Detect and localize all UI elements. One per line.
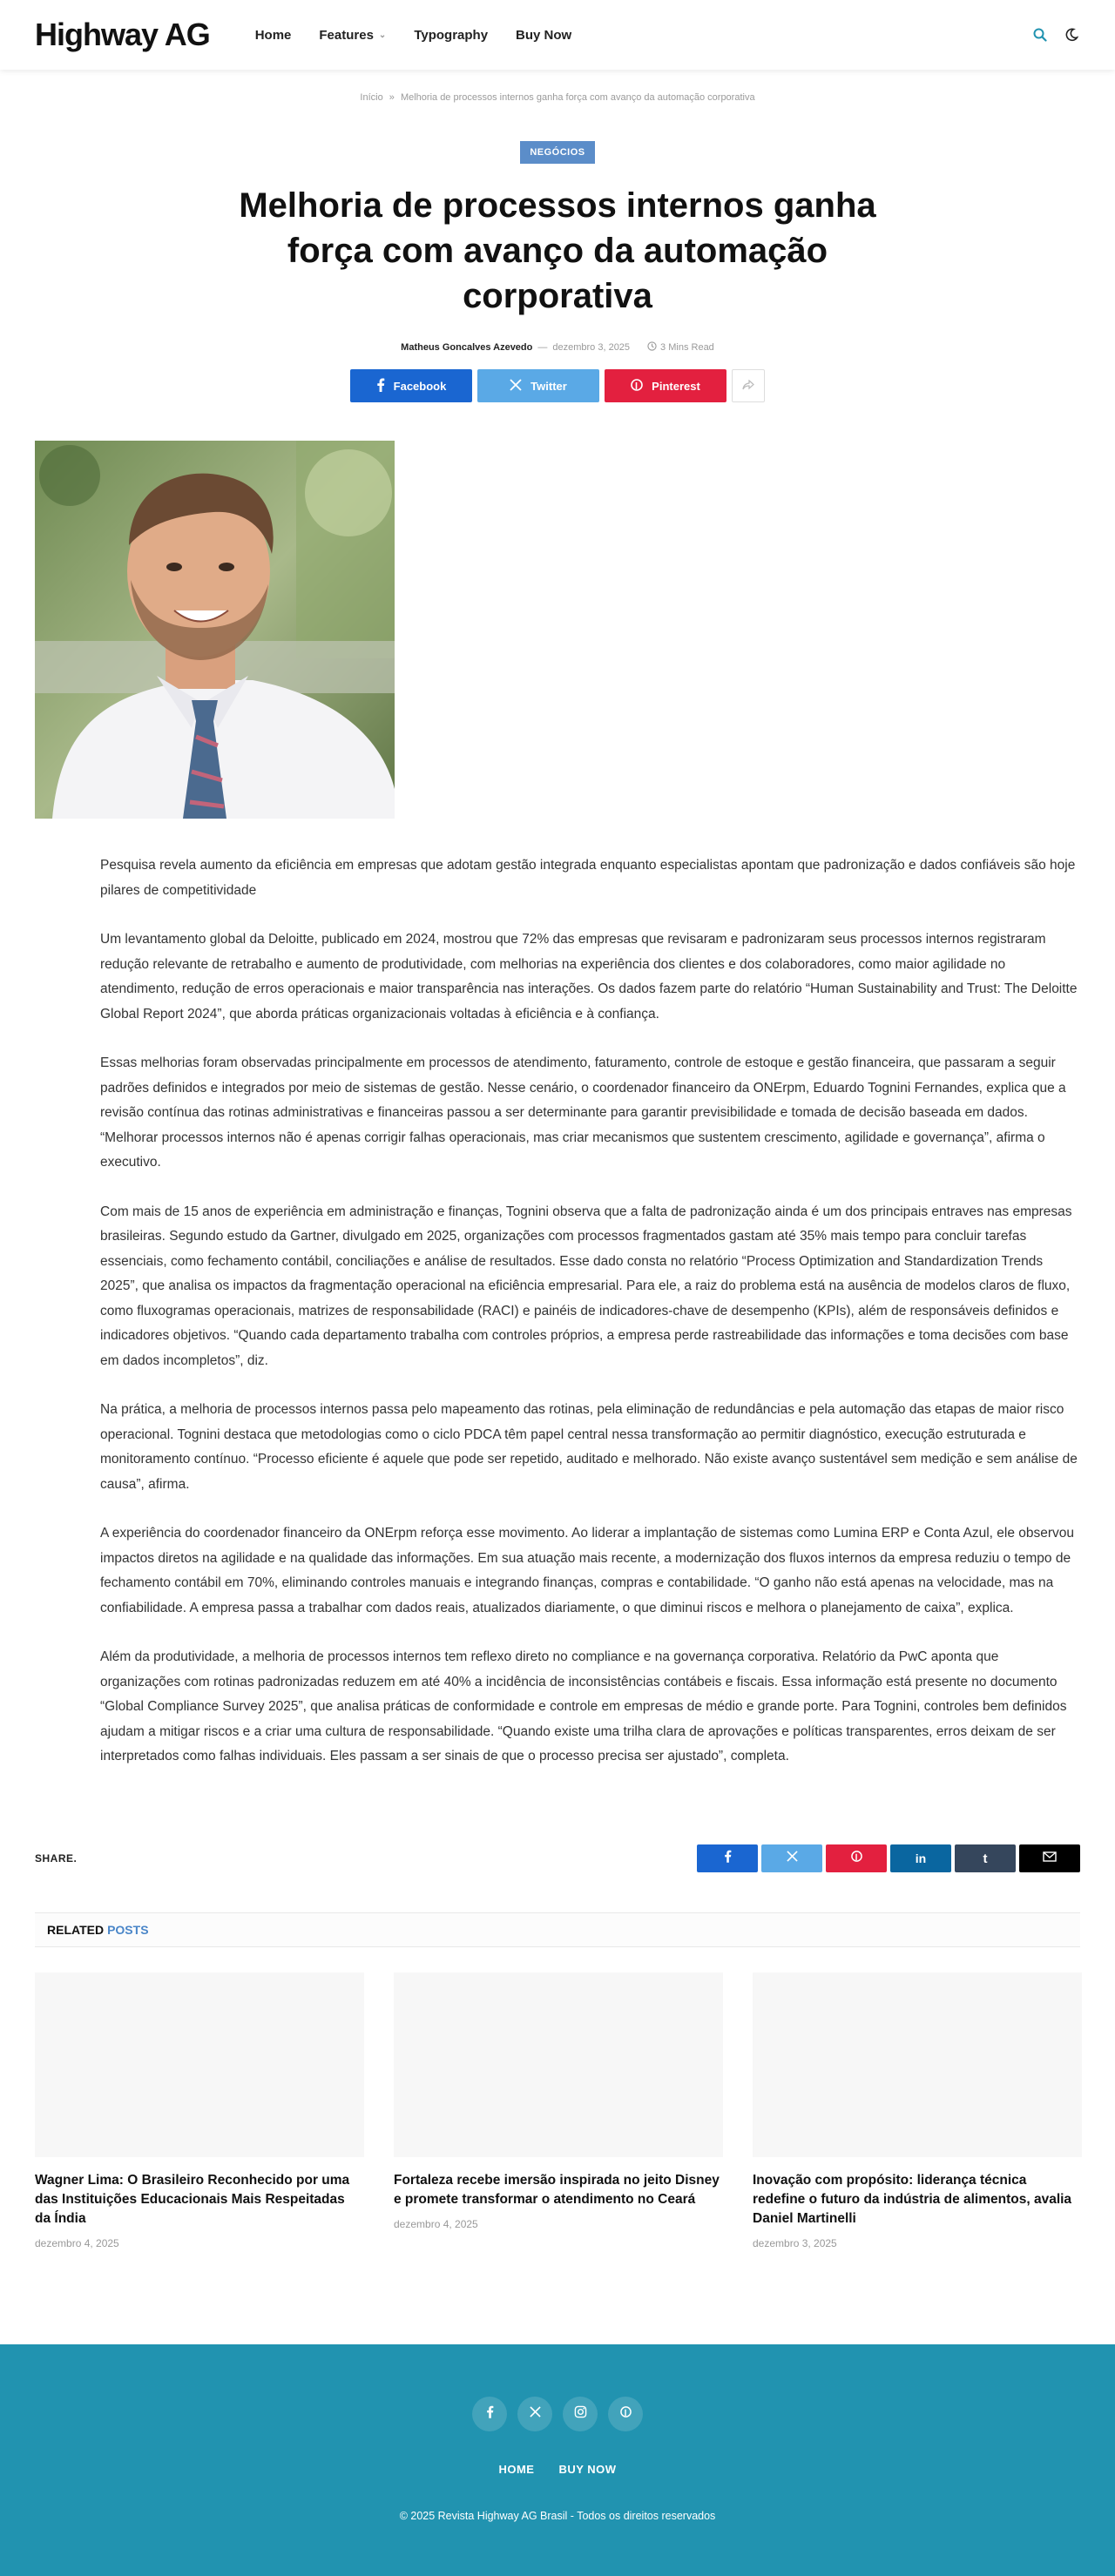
- breadcrumb-home[interactable]: Início: [360, 92, 383, 103]
- nav-home[interactable]: Home: [254, 27, 292, 43]
- header-actions: [1031, 26, 1080, 44]
- post-date: dezembro 3, 2025: [552, 342, 631, 353]
- article-paragraph: Com mais de 15 anos de experiência em administração e finanças, Tognini observa que a falta de padronização ainda é um dos principais entraves nas empresas brasileiras. Segundo estudo da Gartner, divulgado em 2025, organizações com processos fragmentados gastam até 35% mais tempo para concluir tarefas essenciais, como fechamento contábil, conciliações e análise de resultados. Esse dado consta no relatório “Process Optimization and Standardization Trends 2025”, que analisa os impactos da fragmentação operacional na eficiência empresarial. Para ele, a raiz do problema está na ausência de modelos claros de fluxo, como fluxogramas operacionais, matrizes de responsabilidade (RACI) e painéis de indicadores-chave de desempenho (KPIs), além de responsáveis definidos e indicadores objetivos. “Quando cada departamento trabalha com controles próprios, a empresa perde rastreabilidade das informações e toma decisões com base em dados incompletos”, diz.: [100, 1204, 1072, 1368]
- chevron-down-icon: ⌄: [378, 30, 387, 40]
- pinterest-icon: [851, 1851, 862, 1866]
- share-pinterest-label: Pinterest: [652, 379, 700, 393]
- share-arrow-icon: [742, 380, 754, 393]
- main-nav: [255, 28, 572, 43]
- read-time-label: 3 Mins Read: [660, 342, 714, 353]
- article-paragraph: A experiência do coordenador financeiro da ONErpm reforça esse movimento. Ao liderar a implantação de sistemas como Lumina ERP e Conta Azul, ele observou impactos diretos na agilidade e na qualidade das informações. Em sua atuação mais recente, a modernização dos fluxos internos da empresa reduziu o tempo de fechamento contábil em 70%, eliminando controles manuais e integrando finanças, compras e contabilidade. “O ganho não está apenas na velocidade, mas na confiabilidade. A empresa passa a trabalhar com dados reais, atualizados diariamente, o que diminui riscos e melhora o planejamento de caixa”, explica.: [100, 1526, 1075, 1615]
- site-header: [0, 0, 1115, 70]
- share-more-button[interactable]: [732, 369, 765, 402]
- article-paragraph: Além da produtividade, a melhoria de processos internos tem reflexo direto no compliance e na governança corporativa. Relatório da PwC aponta que organizações com rotinas padronizadas reduzem em até 40% a incidência de inconsistências contábeis e fiscais. Essa informação está presente no documento “Global Compliance Survey 2025”, que analisa práticas de conformidade e controle em empresas de médio e grande porte. Para Tognini, controles bem definidos ajudam a mitigar riscos e a criar uma cultura de responsabilidade. “Quando existe uma trilha clara de aprovações e políticas transparentes, erros deixam de ser interpretados como falhas individuais. Eles passam a ser sinais de que o processo precisa ser ajustado”, completa.: [100, 1649, 1067, 1763]
- facebook-icon: [724, 1850, 732, 1867]
- share-twitter-label: Twitter: [530, 379, 567, 393]
- article-meta: [0, 341, 1115, 354]
- breadcrumb: [0, 92, 1115, 103]
- pinterest-icon: [620, 2406, 632, 2422]
- share-twitter-icon-button[interactable]: [761, 1844, 822, 1872]
- share-facebook-label: Facebook: [393, 379, 447, 393]
- related-title[interactable]: Fortaleza recebe imersão inspirada no jeito Disney e promete transformar o atendimento no Ceará: [394, 2173, 720, 2207]
- tumblr-icon: t: [983, 1851, 988, 1866]
- footer-copyright: © 2025 Revista Highway AG Brasil - Todos os direitos reservados: [399, 2510, 716, 2522]
- nav-features[interactable]: [319, 28, 386, 43]
- related-posts: [35, 1972, 1080, 2249]
- related-thumbnail[interactable]: [35, 1972, 364, 2157]
- article-paragraph: Na prática, a melhoria de processos internos passa pelo mapeamento das rotinas, pela eliminação de redundâncias e pela automação das etapas de maior risco operacional. Tognini destaca que metodologias como o ciclo PDCA têm papel central nessa transformação ao permitir diagnóstico, execução estruturada e monitoramento contínuo. “Processo eficiente é aquele que pode ser repetido, auditado e melhorado. Não existe avanço sustentável sem medição e sem análise de causa”, afirma.: [100, 1402, 1078, 1492]
- article-title: Melhoria de processos internos ganha força com avanço da automação corporativa: [239, 186, 876, 315]
- meta-dash: —: [537, 342, 548, 353]
- clock-icon: [647, 341, 657, 354]
- read-time: [647, 341, 714, 354]
- footer-nav-buy-now[interactable]: BUY NOW: [558, 2463, 617, 2476]
- footer-nav-home[interactable]: HOME: [498, 2463, 535, 2476]
- x-twitter-icon: [787, 1851, 798, 1866]
- share-facebook-button[interactable]: [350, 369, 472, 402]
- related-card[interactable]: [35, 1972, 364, 2249]
- breadcrumb-current: Melhoria de processos internos ganha força com avanço da automação corporativa: [400, 92, 755, 103]
- featured-image: [35, 441, 395, 819]
- dark-mode-icon[interactable]: [1063, 26, 1080, 44]
- related-card[interactable]: [394, 1972, 723, 2249]
- article-body: [100, 853, 1079, 1794]
- footer-facebook-link[interactable]: [472, 2397, 507, 2431]
- nav-features-label: Features: [319, 27, 374, 43]
- category-badge[interactable]: NEGÓCIOS: [520, 141, 595, 164]
- share-bottom-bar: [35, 1844, 1080, 1872]
- facebook-icon: [486, 2405, 494, 2423]
- linkedin-icon: in: [915, 1851, 927, 1865]
- related-thumbnail[interactable]: [753, 1972, 1082, 2157]
- related-date: dezembro 3, 2025: [753, 2237, 837, 2249]
- share-email-icon-button[interactable]: [1019, 1844, 1080, 1872]
- article-paragraph: Essas melhorias foram observadas principalmente em processos de atendimento, faturamento, controle de estoque e gestão financeira, que passaram a seguir padrões definidos e integrados por meio de sistemas de gestão. Nesse cenário, o coordenador financeiro da ONErpm, Eduardo Tognini Fernandes, explica que a revisão contínua das rotinas administrativas e financeiras passou a ser determinante para garantir previsibilidade e tomada de decisão baseada em dados. “Melhorar processos internos não é apenas corrigir falhas operacionais, mas criar mecanismos que sustentem crescimento, agilidade e governança”, afirma o executivo.: [100, 1055, 1066, 1170]
- nav-buy-now[interactable]: Buy Now: [516, 27, 572, 43]
- share-linkedin-icon-button[interactable]: [890, 1844, 951, 1872]
- footer-pinterest-link[interactable]: [608, 2397, 643, 2431]
- share-twitter-button[interactable]: [477, 369, 599, 402]
- share-label: SHARE.: [35, 1852, 78, 1865]
- x-twitter-icon: [530, 2406, 541, 2422]
- author-name[interactable]: Matheus Goncalves Azevedo: [401, 342, 533, 353]
- related-card[interactable]: [753, 1972, 1082, 2249]
- article-paragraph: Pesquisa revela aumento da eficiência em empresas que adotam gestão integrada enquanto especialistas apontam que padronização e dados confiáveis são hoje pilares de competitividade: [100, 858, 1076, 898]
- site-footer: [0, 2344, 1115, 2576]
- related-date: dezembro 4, 2025: [35, 2237, 119, 2249]
- envelope-icon: [1043, 1851, 1057, 1866]
- share-facebook-icon-button[interactable]: [697, 1844, 758, 1872]
- instagram-icon: [574, 2405, 587, 2423]
- related-thumbnail[interactable]: [394, 1972, 723, 2157]
- related-date: dezembro 4, 2025: [394, 2218, 478, 2230]
- share-pinterest-icon-button[interactable]: [826, 1844, 887, 1872]
- related-heading-main: RELATED: [47, 1923, 105, 1937]
- footer-social: [0, 2397, 1115, 2431]
- nav-typography[interactable]: Typography: [414, 27, 489, 43]
- footer-nav: [0, 2463, 1115, 2476]
- share-pinterest-button[interactable]: [605, 369, 726, 402]
- share-top-bar: [0, 369, 1115, 402]
- facebook-icon: [376, 378, 385, 394]
- footer-twitter-link[interactable]: [517, 2397, 552, 2431]
- related-title[interactable]: Wagner Lima: O Brasileiro Reconhecido por uma das Instituições Educacionais Mais Respeitadas da Índia: [35, 2173, 350, 2226]
- pinterest-icon: [631, 379, 643, 394]
- footer-instagram-link[interactable]: [563, 2397, 598, 2431]
- x-twitter-icon: [510, 379, 522, 394]
- related-heading-accent: POSTS: [107, 1923, 149, 1937]
- related-title[interactable]: Inovação com propósito: liderança técnica redefine o futuro da indústria de alimentos, avalia Daniel Martinelli: [753, 2173, 1072, 2226]
- article-paragraph: Um levantamento global da Deloitte, publicado em 2024, mostrou que 72% das empresas que revisaram e padronizaram seus processos internos registraram redução relevante de retrabalho e aumento de produtividade, com melhorias na experiência dos clientes e dos colaboradores, como maior agilidade no atendimento, redução de erros operacionais e maior transparência nas interações. Os dados fazem parte do relatório “Human Sustainability and Trust: The Deloitte Global Report 2024”, que aborda práticas organizacionais voltadas à eficiência e à confiança.: [100, 932, 1078, 1022]
- share-icons: [697, 1844, 1080, 1872]
- share-tumblr-icon-button[interactable]: [955, 1844, 1016, 1872]
- search-icon[interactable]: [1031, 26, 1049, 44]
- site-logo[interactable]: Highway AG: [35, 17, 210, 52]
- related-posts-heading: [35, 1912, 1080, 1947]
- breadcrumb-separator: »: [389, 92, 395, 103]
